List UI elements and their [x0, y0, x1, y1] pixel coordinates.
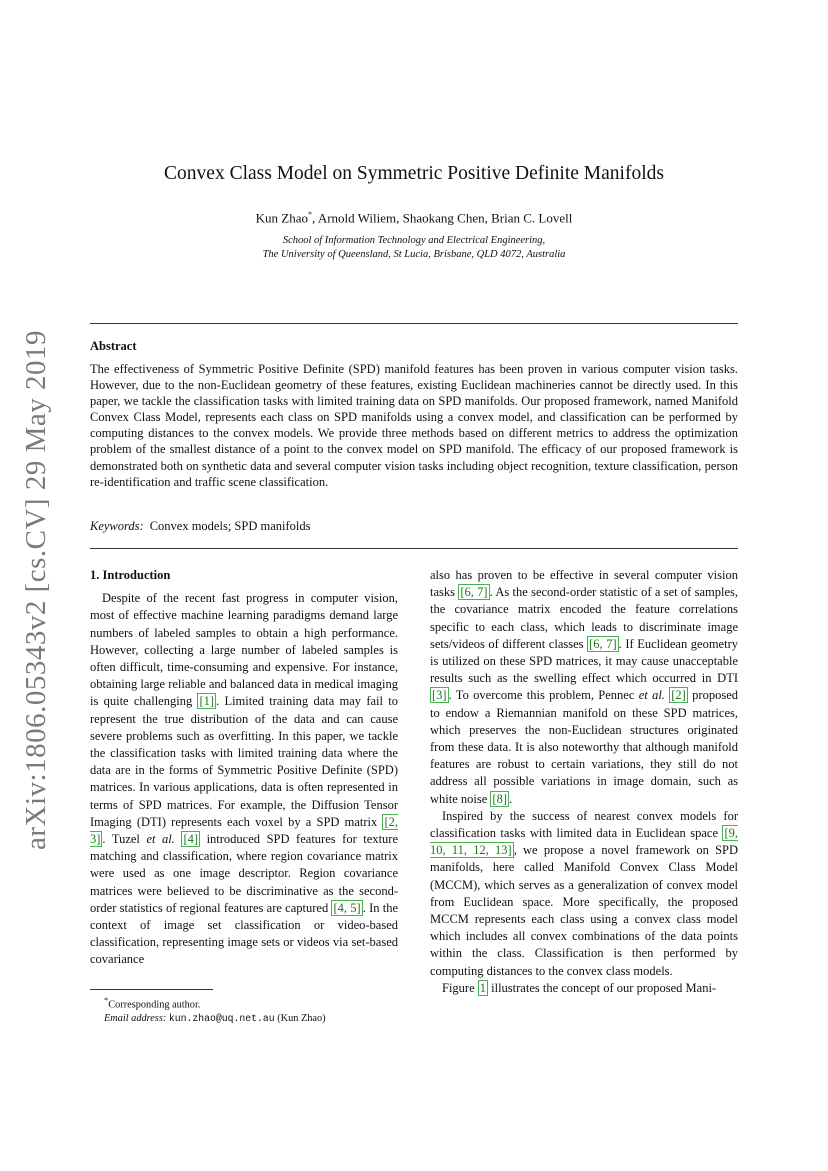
citation-link[interactable]: [4, 5]: [333, 900, 361, 915]
footnote-email: [90, 1012, 398, 1026]
footnote-corresponding-text: Corresponding author.: [108, 999, 201, 1011]
citation-link[interactable]: [6, 7]: [589, 636, 617, 651]
footnote-rule: [90, 989, 213, 990]
paper-title: Convex Class Model on Symmetric Positive Definite Manifolds: [164, 163, 664, 184]
text-run: . In the context of image set classification or video-based classification, representing image sets or videos via set-based covariance: [90, 900, 399, 967]
text-run: introduced SPD features for texture matching and classification, where region covariance matrix were used as one image descriptor. Region covariance matrices were believed to be discriminative as the second-order statistics of regional features are captured: [90, 832, 398, 915]
affiliation-line-2: The University of Queensland, St Lucia, Brisbane, QLD 4072, Australia: [262, 249, 566, 260]
affiliation: [90, 234, 738, 262]
abstract-top-rule: [90, 323, 738, 324]
figure-reference-link[interactable]: 1: [479, 980, 487, 995]
text-run: . To overcome this problem, Pennec: [448, 688, 639, 703]
text-run: Inspired by the success of nearest convex models for classification tasks with limited data in Euclidean space: [430, 808, 738, 841]
text-run: Despite of the recent fast progress in computer vision, most of effective machine learning paradigms demand large numbers of labeled samples to obtain a high performance. However, collecting a large number of labeled samples is often difficult, time-consuming and expensive. For instance, obtaining large reliable and balanced data in medical imaging is quite challenging: [90, 591, 398, 709]
email-label: Email address:: [104, 1013, 167, 1025]
arxiv-identifier-stamp: arXiv:1806.05343v2 [cs.CV] 29 May 2019: [20, 329, 52, 850]
text-run: Figure: [442, 980, 478, 995]
email-owner: (Kun Zhao): [274, 1013, 326, 1025]
citation-link[interactable]: [2, 3]: [90, 814, 398, 847]
keywords-value: Convex models; SPD manifolds: [149, 519, 311, 533]
keywords: [90, 519, 310, 534]
email-link[interactable]: kun.zhao@uq.net.au: [168, 1013, 275, 1025]
footnote-corresponding: [90, 993, 398, 1012]
corresponding-author: Kun Zhao: [255, 210, 309, 226]
intro-paragraph-1: [90, 590, 398, 968]
citation-link[interactable]: [4]: [183, 832, 199, 847]
corresponding-author-mark: *: [308, 210, 313, 219]
text-run: . Tuzel: [102, 832, 147, 847]
text-run: . Limited training data may fail to represent the true distribution of the data and can cause severe problems such as overfitting. In this paper, we tackle the classification tasks with limited training data where the data are in the forms of Symmetric Positive Definite (SPD) matrices. In various applications, data is often represented in terms of SPD matrices. For example, the Diffusion Tensor Imaging (DTI) represents each voxel by a SPD matrix: [90, 694, 398, 829]
et-al-text: et al.: [638, 688, 665, 703]
abstract-heading: Abstract: [90, 339, 137, 353]
footnote: [90, 993, 398, 1026]
footnote-mark: *: [104, 995, 109, 1005]
citation-link[interactable]: [2]: [671, 688, 686, 703]
text-run: illustrates the concept of our proposed Mani-: [488, 980, 717, 995]
intro-paragraph-2: [430, 808, 738, 980]
right-column: [430, 567, 738, 997]
abstract-bottom-rule: [90, 548, 738, 549]
intro-paragraph-3: [430, 980, 738, 997]
intro-paragraph-1-continued: [430, 567, 738, 808]
section-heading-introduction: 1. Introduction: [90, 568, 171, 582]
citation-link[interactable]: [6, 7]: [460, 585, 488, 600]
text-run: .: [509, 791, 513, 806]
text-run: proposed to endow a Riemannian manifold on these SPD matrices, which preserves the non-Euclidean structures originated from these data. It is also noteworthy that although manifold features are robust to certain variations, they still do not address all possible variations in image domain, such as white noise: [430, 688, 739, 806]
citation-link[interactable]: [1]: [199, 694, 215, 709]
text-run: . As the second-order statistic of a set of samples, the covariance matrix encoded the feature correlations specific to each class, which leads to discriminate image sets/videos of different classes: [430, 585, 739, 651]
citation-link[interactable]: [3]: [432, 688, 447, 703]
citation-link[interactable]: [9, 10, 11, 12, 13]: [430, 826, 738, 858]
author-list: [90, 210, 738, 226]
co-authors: , Arnold Wiliem, Shaokang Chen, Brian C. Lovell: [312, 210, 573, 226]
et-al-text: et al.: [146, 832, 175, 847]
text-run: also has proven to be effective in several computer vision tasks: [430, 568, 738, 600]
left-column: [90, 567, 398, 969]
keywords-label: Keywords:: [90, 519, 144, 533]
affiliation-line-1: School of Information Technology and Electrical Engineering,: [282, 235, 546, 246]
abstract-body: The effectiveness of Symmetric Positive Definite (SPD) manifold features has been proven in various computer vision tasks. However, due to the non-Euclidean geometry of these features, existing Euclidean machineries cannot be directly used. In this paper, we tackle the classification tasks with limited training data on SPD manifolds. Our proposed framework, named Manifold Convex Class Model, represents each class on SPD manifolds using a convex model, and classification can be performed by computing distances to the convex models. We provide three methods based on different metrics to address the optimization problem of the smallest distance of a point to the convex model on SPD manifold. The efficacy of our proposed framework is demonstrated both on synthetic data and several computer vision tasks including object recognition, texture classification, person re-identification and traffic scene classification.: [90, 362, 738, 489]
citation-link[interactable]: [8]: [492, 791, 507, 806]
text-run: , we propose a novel framework on SPD manifolds, here called Manifold Convex Class Model (MCCM), which serves as a generalization of convex model from Euclidean space. More specifically, the proposed MCCM represents each class using a convex class model which includes all convex combinations of the data points within the class. Classification is then performed by computing distances to the convex class models.: [430, 843, 739, 978]
text-run: . If Euclidean geometry is utilized on these SPD matrices, it may cause unacceptable results such as the swelling effect which occurred in DTI: [430, 636, 738, 686]
